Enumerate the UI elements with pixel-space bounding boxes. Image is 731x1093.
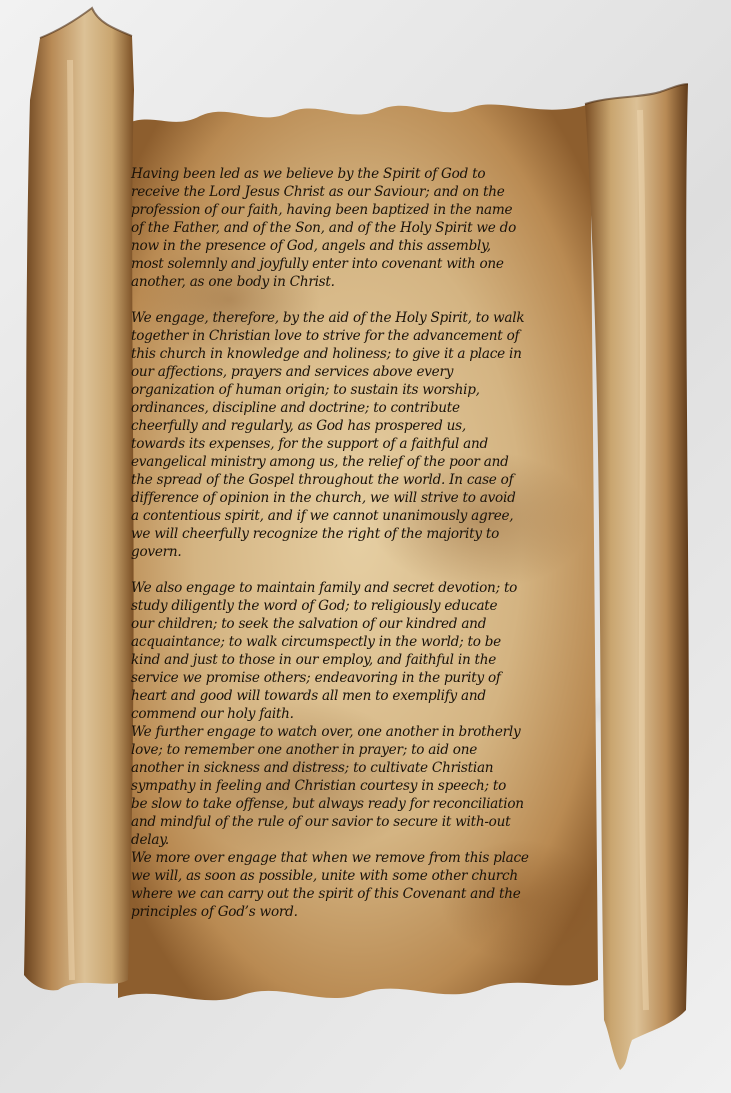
covenant-paragraph: We engage, therefore, by the aid of the Holy Spirit, to walk together in Christian love to strive for the advancement of this church in knowledge and holiness; to give it a place in our affections, prayers and services above every organization of human origin; to sustain its worship, ordinances, discipline and doctrine; to contribute cheerfully and regularly, as God has prospered us, towards its expenses, for the support of a faithful and evangelical ministry among us, the relief of the poor and the spread of the Gospel throughout the world. In case of difference of opinion in the church, we will strive to avoid a contentious spirit, and if we cannot unanimously agree, we will cheerfully recognize the right of the majority to govern. [131, 310, 525, 560]
left-scroll-roll [24, 8, 134, 990]
covenant-paragraph: We also engage to maintain family and secret devotion; to study diligently the word of God; to religiously educate our children; to seek the salvation of our kindred and acquaintance; to walk circumspectly in the world; to be kind and just to those in our employ, and faithful in the service we promise others; endeavoring in the purity of heart and good will towards all men to exemplify and commend our holy faith. [131, 580, 518, 722]
right-scroll-roll [585, 84, 689, 1070]
covenant-text [131, 165, 577, 921]
covenant-paragraph: We more over engage that when we remove from this place we will, as soon as possible, unite with some other church where we can carry out the spirit of this Covenant and the principles of God’s word. [131, 850, 529, 920]
covenant-paragraph: Having been led as we believe by the Spirit of God to receive the Lord Jesus Christ as our Saviour; and on the profession of our faith, having been baptized in the name of the Father, and of the Son, and of the Holy Spirit we do now in the presence of God, angels and this assembly, most solemnly and joyfully enter into covenant with one another, as one body in Christ. [131, 166, 517, 290]
covenant-paragraph: We further engage to watch over, one another in brotherly love; to remember one another in prayer; to aid one another in sickness and distress; to cultivate Christian sympathy in feeling and Christian courtesy in speech; to be slow to take offense, but always ready for reconciliation and mindful of the rule of our savior to secure it with-out delay. [131, 724, 524, 848]
